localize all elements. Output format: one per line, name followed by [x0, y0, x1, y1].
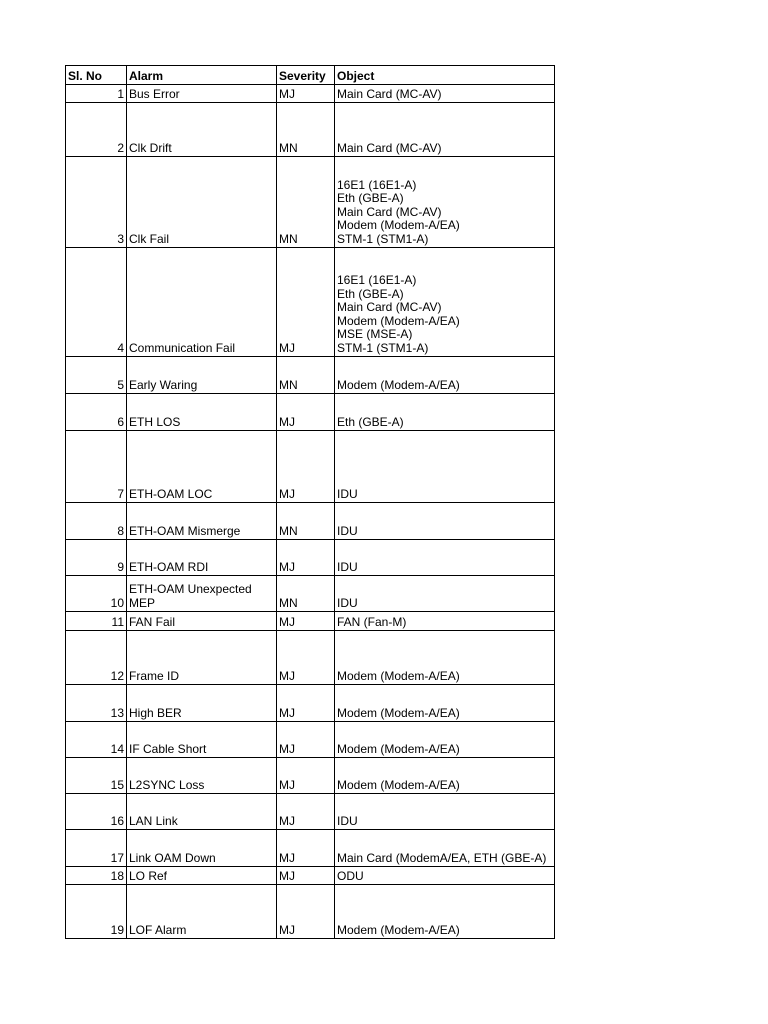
cell-alarm: LOF Alarm — [127, 885, 277, 939]
cell-severity: MJ — [277, 431, 335, 503]
table-row — [66, 631, 555, 685]
cell-severity: MJ — [277, 685, 335, 722]
cell-object: IDU — [335, 431, 555, 503]
cell-severity: MJ — [277, 794, 335, 830]
header-alarm: Alarm — [127, 66, 277, 85]
cell-sl-no: 8 — [66, 503, 127, 540]
cell-sl-no: 10 — [66, 576, 127, 612]
cell-alarm: Communication Fail — [127, 248, 277, 357]
cell-object: Modem (Modem-A/EA) — [335, 885, 555, 939]
cell-sl-no: 9 — [66, 540, 127, 576]
cell-severity: MJ — [277, 830, 335, 867]
table-row — [66, 885, 555, 939]
cell-object: IDU — [335, 540, 555, 576]
table-header-row — [66, 66, 555, 85]
cell-object: IDU — [335, 576, 555, 612]
cell-alarm: Frame ID — [127, 631, 277, 685]
header-severity: Severity — [277, 66, 335, 85]
cell-object: Main Card (ModemA/EA, ETH (GBE-A) — [335, 830, 555, 867]
cell-alarm: Bus Error — [127, 85, 277, 103]
cell-sl-no: 14 — [66, 722, 127, 758]
cell-sl-no: 19 — [66, 885, 127, 939]
header-object: Object — [335, 66, 555, 85]
cell-object: Main Card (MC-AV) — [335, 85, 555, 103]
cell-alarm: High BER — [127, 685, 277, 722]
cell-alarm: Clk Fail — [127, 157, 277, 248]
cell-severity: MJ — [277, 631, 335, 685]
cell-alarm: ETH-OAM Unexpected MEP — [127, 576, 277, 612]
cell-severity: MN — [277, 103, 335, 157]
table-row — [66, 85, 555, 103]
table-row — [66, 758, 555, 794]
cell-object: Modem (Modem-A/EA) — [335, 758, 555, 794]
cell-sl-no: 4 — [66, 248, 127, 357]
cell-alarm: Link OAM Down — [127, 830, 277, 867]
cell-sl-no: 18 — [66, 867, 127, 885]
cell-sl-no: 7 — [66, 431, 127, 503]
cell-object: Modem (Modem-A/EA) — [335, 357, 555, 394]
alarm-table — [65, 65, 555, 939]
table-row — [66, 576, 555, 612]
cell-sl-no: 5 — [66, 357, 127, 394]
cell-alarm: IF Cable Short — [127, 722, 277, 758]
table-row — [66, 394, 555, 431]
cell-object: ODU — [335, 867, 555, 885]
cell-severity: MJ — [277, 394, 335, 431]
table-row — [66, 157, 555, 248]
cell-alarm: ETH-OAM Mismerge — [127, 503, 277, 540]
cell-severity: MN — [277, 157, 335, 248]
cell-severity: MJ — [277, 612, 335, 631]
cell-sl-no: 17 — [66, 830, 127, 867]
table-row — [66, 830, 555, 867]
table-row — [66, 248, 555, 357]
cell-alarm: FAN Fail — [127, 612, 277, 631]
table-row — [66, 685, 555, 722]
table-row — [66, 357, 555, 394]
cell-object: IDU — [335, 503, 555, 540]
cell-object: Modem (Modem-A/EA) — [335, 722, 555, 758]
table-row — [66, 722, 555, 758]
cell-object: 16E1 (16E1-A) Eth (GBE-A) Main Card (MC-AV) Modem (Modem-A/EA) MSE (MSE-A) STM-1 (STM1-A) — [335, 248, 555, 357]
cell-sl-no: 6 — [66, 394, 127, 431]
cell-object: Eth (GBE-A) — [335, 394, 555, 431]
cell-sl-no: 15 — [66, 758, 127, 794]
table-row — [66, 540, 555, 576]
cell-sl-no: 13 — [66, 685, 127, 722]
cell-alarm: Clk Drift — [127, 103, 277, 157]
cell-severity: MJ — [277, 540, 335, 576]
cell-object: FAN (Fan-M) — [335, 612, 555, 631]
table-row — [66, 612, 555, 631]
cell-sl-no: 16 — [66, 794, 127, 830]
cell-object: Modem (Modem-A/EA) — [335, 685, 555, 722]
cell-alarm: ETH-OAM LOC — [127, 431, 277, 503]
table-row — [66, 867, 555, 885]
table-row — [66, 794, 555, 830]
cell-sl-no: 2 — [66, 103, 127, 157]
cell-alarm: ETH-OAM RDI — [127, 540, 277, 576]
cell-sl-no: 3 — [66, 157, 127, 248]
cell-sl-no: 11 — [66, 612, 127, 631]
cell-severity: MJ — [277, 758, 335, 794]
table-row — [66, 103, 555, 157]
cell-object: Main Card (MC-AV) — [335, 103, 555, 157]
table-row — [66, 431, 555, 503]
cell-severity: MJ — [277, 867, 335, 885]
cell-severity: MJ — [277, 885, 335, 939]
cell-alarm: L2SYNC Loss — [127, 758, 277, 794]
cell-alarm: Early Waring — [127, 357, 277, 394]
header-sl-no: Sl. No — [66, 66, 127, 85]
cell-object: IDU — [335, 794, 555, 830]
cell-sl-no: 12 — [66, 631, 127, 685]
table-row — [66, 503, 555, 540]
cell-severity: MN — [277, 357, 335, 394]
cell-alarm: LAN Link — [127, 794, 277, 830]
cell-severity: MJ — [277, 722, 335, 758]
cell-severity: MJ — [277, 85, 335, 103]
cell-severity: MN — [277, 503, 335, 540]
cell-alarm: ETH LOS — [127, 394, 277, 431]
cell-object: 16E1 (16E1-A) Eth (GBE-A) Main Card (MC-AV) Modem (Modem-A/EA) STM-1 (STM1-A) — [335, 157, 555, 248]
cell-alarm: LO Ref — [127, 867, 277, 885]
cell-object: Modem (Modem-A/EA) — [335, 631, 555, 685]
cell-sl-no: 1 — [66, 85, 127, 103]
cell-severity: MJ — [277, 248, 335, 357]
cell-severity: MN — [277, 576, 335, 612]
